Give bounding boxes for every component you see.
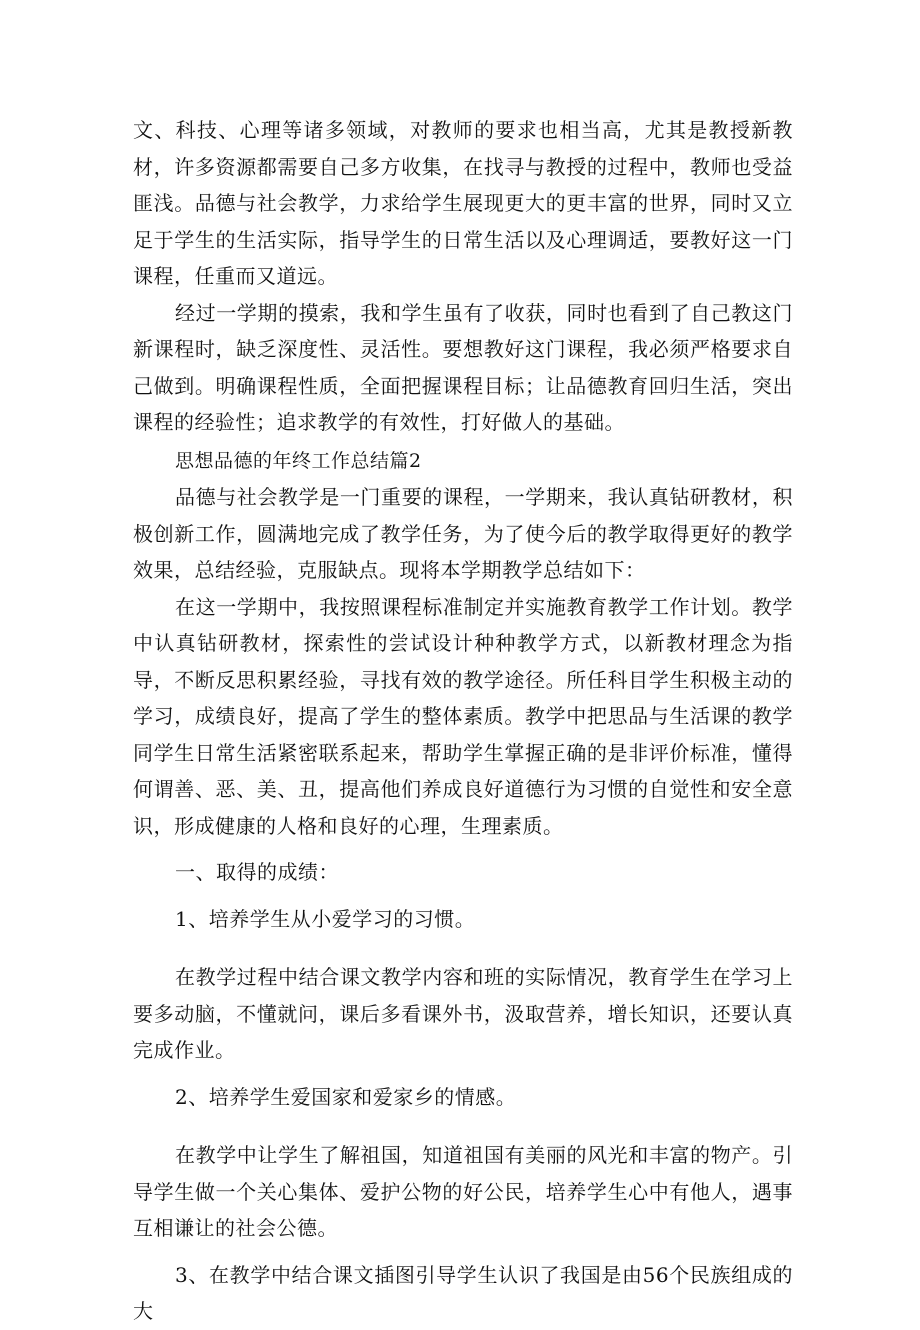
achievement-item-2-heading: 2、培养学生爱国家和爱家乡的情感。: [175, 1084, 517, 1109]
paragraph-reflection: 经过一学期的摸索，我和学生虽有了收获，同时也看到了自己教这门新课程时，缺乏深度性、灵活性。要想教好这门课程，我必须严格要求自己做到。明确课程性质，全面把握课程目标；让品德教育回归生活，突出课程的经验性；追求教学的有效性，打好做人的基础。: [133, 300, 793, 434]
achievement-item-1-heading: 1、培养学生从小爱学习的习惯。: [175, 906, 476, 931]
achievement-item-2-body: 在教学中让学生了解祖国，知道祖国有美丽的风光和丰富的物产。引导学生做一个关心集体、爱护公物的好公民，培养学生心中有他人，遇事互相谦让的社会公德。: [133, 1143, 793, 1240]
achievement-item-1-body: 在教学过程中结合课文教学内容和班的实际情况，教育学生在学习上要多动脑，不懂就问，课后多看课外书，汲取营养，增长知识，还要认真完成作业。: [133, 965, 793, 1062]
achievements-heading: 一、取得的成绩：: [175, 860, 339, 884]
paragraph-intro: 品德与社会教学是一门重要的课程，一学期来，我认真钻研教材，积极创新工作，圆满地完成了教学任务，为了使今后的教学取得更好的教学效果，总结经验，克服缺点。现将本学期教学总结如下：: [133, 485, 793, 582]
document-body: [133, 112, 793, 1330]
achievement-item-3-text: 3、在教学中结合课文插图引导学生认识了我国是由56个民族组成的大: [133, 1262, 793, 1323]
paragraph-continued: 文、科技、心理等诸多领域，对教师的要求也相当高，尤其是教授新教材，许多资源都需要自己多方收集，在找寻与教授的过程中，教师也受益匪浅。品德与社会教学，力求给学生展现更大的更丰富的世界，同时又立足于学生的生活实际，指导学生的日常生活以及心理调适，要教好这一门课程，任重而又道远。: [133, 118, 793, 288]
paragraph-semester: 在这一学期中，我按照课程标准制定并实施教育教学工作计划。教学中认真钻研教材，探索性的尝试设计种种教学方式，以新教材理念为指导，不断反思积累经验，寻找有效的教学途径。所任科目学生积极主动的学习，成绩良好，提高了学生的整体素质。教学中把思品与生活课的教学同学生日常生活紧密联系起来，帮助学生掌握正确的是非评价标准，懂得何谓善、恶、美、丑，提高他们养成良好道德行为习惯的自觉性和安全意识，形成健康的人格和良好的心理，生理素质。: [133, 594, 793, 838]
section-title: 思想品德的年终工作总结篇2: [175, 449, 422, 472]
